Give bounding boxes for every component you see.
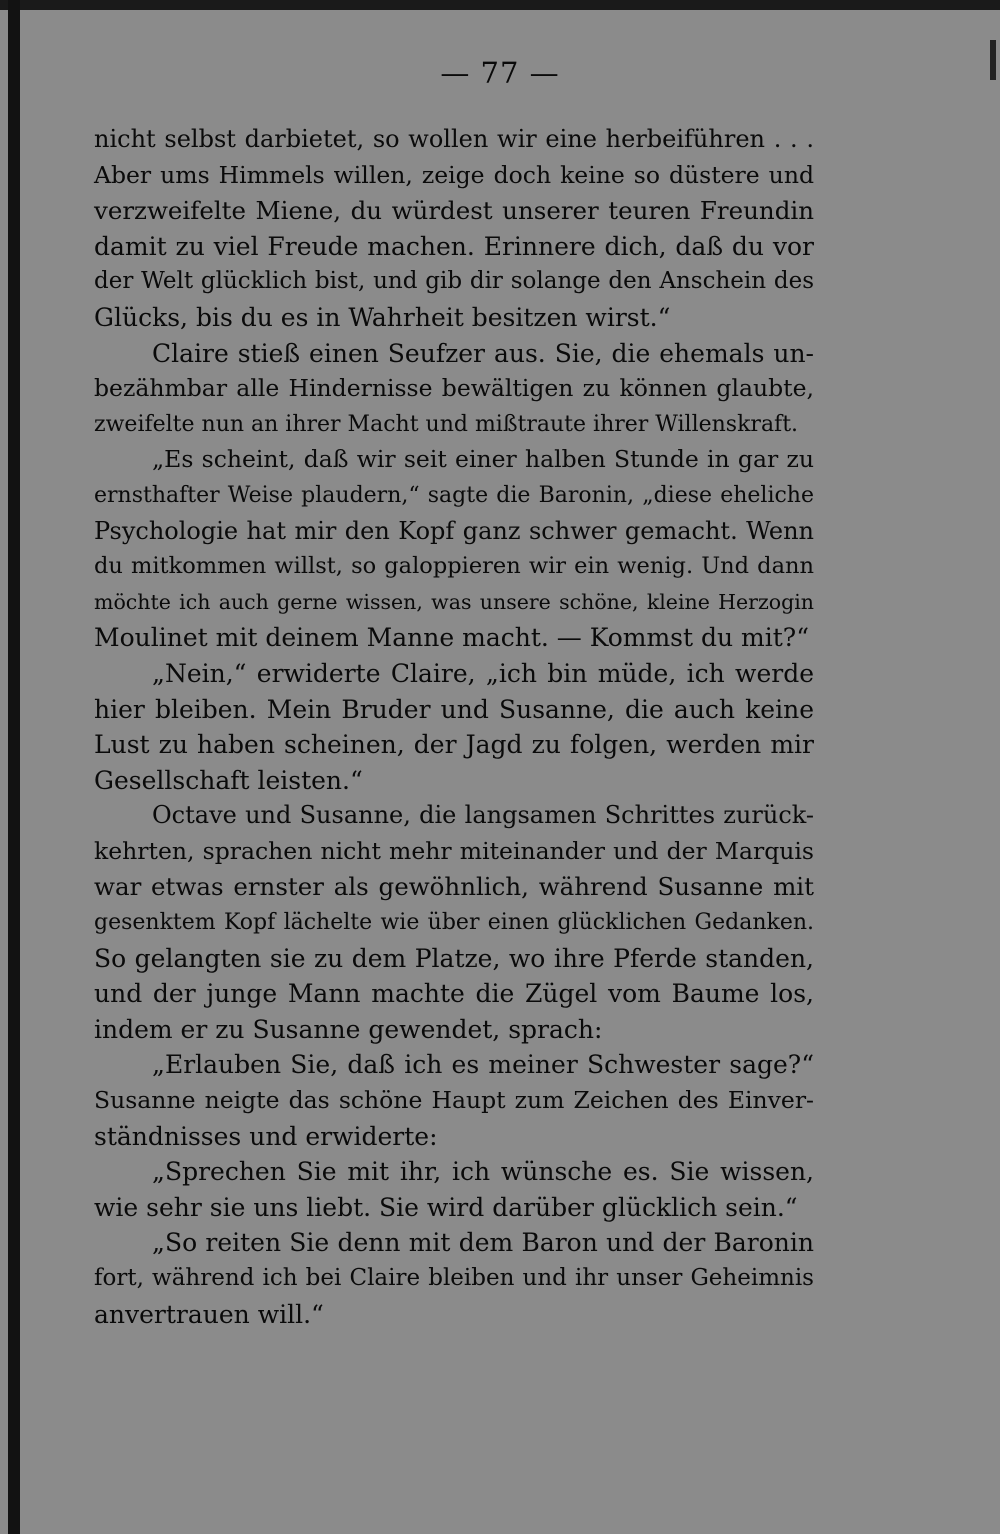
text-line: ernsthafter Weise plaudern,“ sagte die Baronin, „diese eheliche <box>94 482 814 508</box>
text-line: hier bleiben. Mein Bruder und Susanne, die auch keine <box>94 694 814 724</box>
text-line: Moulinet mit deinem Manne macht. — Kommst du mit?“ <box>94 623 809 653</box>
text-line: Claire stieß einen Seufzer aus. Sie, die ehemals un- <box>152 338 814 368</box>
text-line: „Nein,“ erwiderte Claire, „ich bin müde, ich werde <box>152 658 814 688</box>
text-line: kehrten, sprachen nicht mehr miteinander und der Marquis <box>94 836 814 865</box>
text-line: möchte ich auch gerne wissen, was unsere schöne, kleine Herzogin <box>94 589 814 614</box>
text-line: gesenktem Kopf lächelte wie über einen glücklichen Gedanken. <box>94 910 814 936</box>
text-line: indem er zu Susanne gewendet, sprach: <box>94 1014 603 1044</box>
text-line: Psychologie hat mir den Kopf ganz schwer gemacht. Wenn <box>94 516 814 545</box>
text-line: der Welt glücklich bist, und gib dir solange den Anschein des <box>94 268 814 295</box>
text-line: und der junge Mann machte die Zügel vom Baume los, <box>94 979 814 1009</box>
scan-top-edge <box>0 0 1000 10</box>
text-line: „Sprechen Sie mit ihr, ich wünsche es. Sie wissen, <box>152 1157 814 1187</box>
text-line: war etwas ernster als gewöhnlich, während Susanne mit <box>94 872 814 902</box>
page-number: — 77 — <box>440 56 560 90</box>
body-text <box>94 122 814 1332</box>
text-line: du mitkommen willst, so galoppieren wir ein wenig. Und dann <box>94 553 814 580</box>
text-line: Octave und Susanne, die langsamen Schrittes zurück- <box>152 801 814 830</box>
text-line: ständnisses und erwiderte: <box>94 1121 438 1151</box>
text-line: „So reiten Sie denn mit dem Baron und der Baronin <box>152 1228 814 1258</box>
text-line: fort, während ich bei Claire bleiben und ihr unser Geheimnis <box>94 1265 814 1291</box>
text-line: Gesellschaft leisten.“ <box>94 765 363 795</box>
text-line: nicht selbst darbietet, so wollen wir eine herbeiführen . . . <box>94 125 814 153</box>
text-line: „Erlauben Sie, daß ich es meiner Schwester sage?“ <box>152 1050 814 1080</box>
text-line: anvertrauen will.“ <box>94 1299 324 1329</box>
text-line: bezähmbar alle Hindernisse bewältigen zu können glaubte, <box>94 374 814 403</box>
text-line: So gelangten sie zu dem Platze, wo ihre Pferde standen, <box>94 943 814 973</box>
text-line: Glücks, bis du es in Wahrheit besitzen wirst.“ <box>94 302 671 332</box>
text-line: „Es scheint, daß wir seit einer halben Stunde in gar zu <box>152 445 814 474</box>
text-line: damit zu viel Freude machen. Erinnere dich, daß du vor <box>94 231 814 261</box>
text-line: zweifelte nun an ihrer Macht und mißtraute ihrer Willenskraft. <box>94 411 799 437</box>
text-line: wie sehr sie uns liebt. Sie wird darüber glücklich sein.“ <box>94 1192 798 1222</box>
text-line: Susanne neigte das schöne Haupt zum Zeichen des Einver- <box>94 1086 814 1115</box>
text-line: Lust zu haben scheinen, der Jagd zu folgen, werden mir <box>94 730 814 760</box>
scan-left-edge <box>8 0 20 1534</box>
text-line: verzweifelte Miene, du würdest unserer teuren Freundin <box>94 196 814 226</box>
text-line: Aber ums Himmels willen, zeige doch keine so düstere und <box>94 160 814 189</box>
